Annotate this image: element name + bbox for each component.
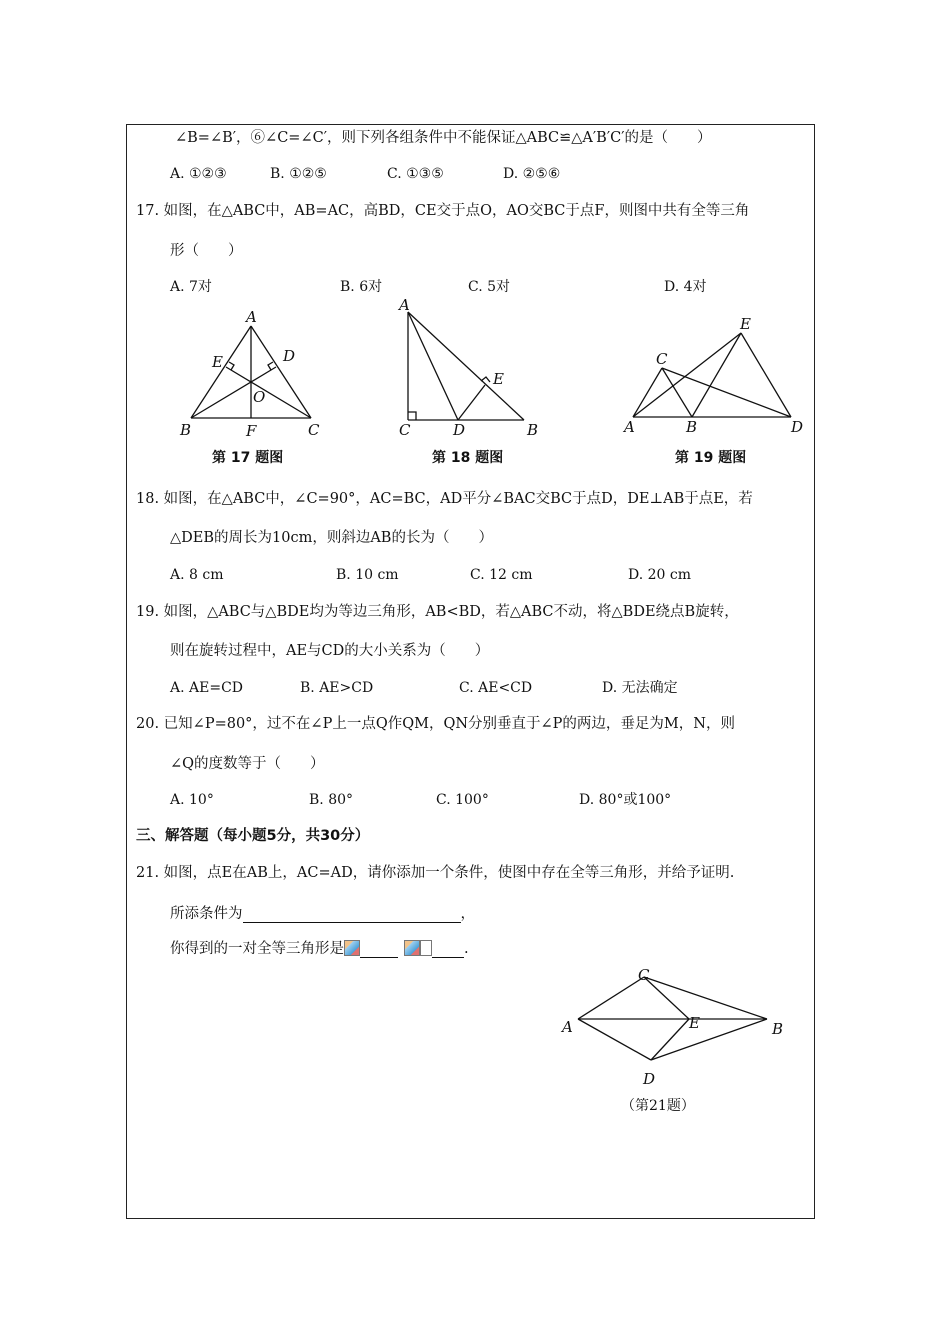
q16-option-a: A. ①②③ (170, 166, 227, 182)
q19-text-line2: 则在旋转过程中，AE与CD的大小关系为（ ） (170, 643, 490, 659)
q21-condition-line (170, 905, 475, 923)
fig21-label-d: D (643, 1070, 656, 1088)
q18-text-line1: 18. 如图，在△ABC中，∠C=90°，AC=BC，AD平分∠BAC交BC于点D，DE⊥AB于点E，若 (136, 491, 753, 507)
fig17-caption: 第 17 题图 (212, 450, 284, 466)
fig18-label-d: D (453, 421, 466, 439)
congruent-image-icon (404, 940, 420, 956)
fig17-label-f: F (246, 422, 257, 440)
q18-text-line2: △DEB的周长为10cm，则斜边AB的长为（ ） (170, 530, 493, 546)
q17-option-c: C. 5对 (468, 279, 511, 295)
q20-option-d: D. 80°或100° (579, 792, 672, 808)
q19-text-line1: 19. 如图，△ABC与△BDE均为等边三角形，AB<BD，若△ABC不动，将△BDE绕点B旋转， (136, 604, 739, 620)
fig17-label-c: C (308, 421, 320, 439)
fig19-label-a: A (624, 418, 635, 436)
fig18-caption: 第 18 题图 (432, 450, 504, 466)
q17-option-d: D. 4对 (664, 279, 707, 295)
fig17-label-a: A (246, 308, 257, 326)
section-3-heading: 三、解答题（每小题5分，共30分） (136, 828, 370, 844)
fig17-label-o: O (253, 388, 266, 406)
fig17-label-b: B (180, 421, 192, 439)
fig18-label-b: B (527, 421, 539, 439)
figure-21 (555, 960, 795, 1090)
q18-option-a: A. 8 cm (170, 567, 224, 583)
fig19-label-c: C (656, 350, 668, 368)
q18-option-d: D. 20 cm (628, 567, 692, 583)
q21-congruent-blank-2[interactable] (432, 941, 464, 958)
q20-text-line1: 20. 已知∠P=80°，过不在∠P上一点Q作QM，QN分别垂直于∠P的两边，垂足为M，N，则 (136, 716, 735, 732)
q21-text-line1: 21. 如图，点E在AB上，AC=AD，请你添加一个条件，使图中存在全等三角形，并给予证明. (136, 865, 735, 881)
q16-option-c: C. ①③⑤ (387, 166, 444, 182)
fig17-label-e: E (212, 353, 223, 371)
fig17-label-d: D (283, 347, 296, 365)
fig21-label-e: E (689, 1014, 700, 1032)
q16-continuation: ∠B=∠B′，⑥∠C=∠C′，则下列各组条件中不能保证△ABC≌△A′B′C′的是（ ） (175, 130, 712, 146)
q18-option-c: C. 12 cm (470, 567, 533, 583)
triangle-image-icon-2 (420, 940, 432, 956)
q21-congruent-blank-1[interactable] (360, 941, 398, 958)
fig21-label-a: A (562, 1018, 573, 1036)
figure-19 (615, 305, 815, 440)
q21-condition-blank[interactable] (243, 906, 461, 923)
fig21-caption: （第21题） (621, 1098, 695, 1114)
q17-text-line1: 17. 如图，在△ABC中，AB=AC，高BD，CE交于点O，AO交BC于点F，则图中共有全等三角 (136, 203, 750, 219)
q17-option-b: B. 6对 (340, 279, 383, 295)
q17-option-a: A. 7对 (170, 279, 212, 295)
figure-17 (170, 300, 330, 440)
fig21-label-b: B (772, 1020, 784, 1038)
fig19-label-d: D (791, 418, 804, 436)
q21-congruent-line (170, 940, 469, 958)
fig18-label-a: A (399, 296, 410, 314)
fig18-label-c: C (399, 421, 411, 439)
q19-option-a: A. AE=CD (170, 680, 244, 696)
q21-condition-end: ， (460, 906, 475, 922)
q19-option-b: B. AE>CD (300, 680, 374, 696)
triangle-image-icon (344, 940, 360, 956)
q20-option-a: A. 10° (170, 792, 214, 808)
q20-option-c: C. 100° (436, 792, 489, 808)
fig21-label-c: C (638, 966, 650, 984)
q17-text-line2: 形（ ） (170, 243, 243, 259)
q19-option-c: C. AE<CD (459, 680, 533, 696)
fig19-label-b: B (686, 418, 698, 436)
q18-option-b: B. 10 cm (336, 567, 399, 583)
q20-option-b: B. 80° (309, 792, 354, 808)
fig19-caption: 第 19 题图 (675, 450, 747, 466)
q19-option-d: D. 无法确定 (602, 680, 678, 696)
q16-option-b: B. ①②⑤ (270, 166, 327, 182)
figure-18 (390, 295, 550, 440)
fig18-label-e: E (493, 370, 504, 388)
q20-text-line2: ∠Q的度数等于（ ） (170, 756, 325, 772)
q16-option-d: D. ②⑤⑥ (503, 166, 561, 182)
q21-condition-label: 所添条件为 (170, 906, 243, 922)
q21-congruent-end: . (464, 941, 469, 957)
q21-congruent-label: 你得到的一对全等三角形是 (170, 941, 344, 957)
fig19-label-e: E (740, 315, 751, 333)
